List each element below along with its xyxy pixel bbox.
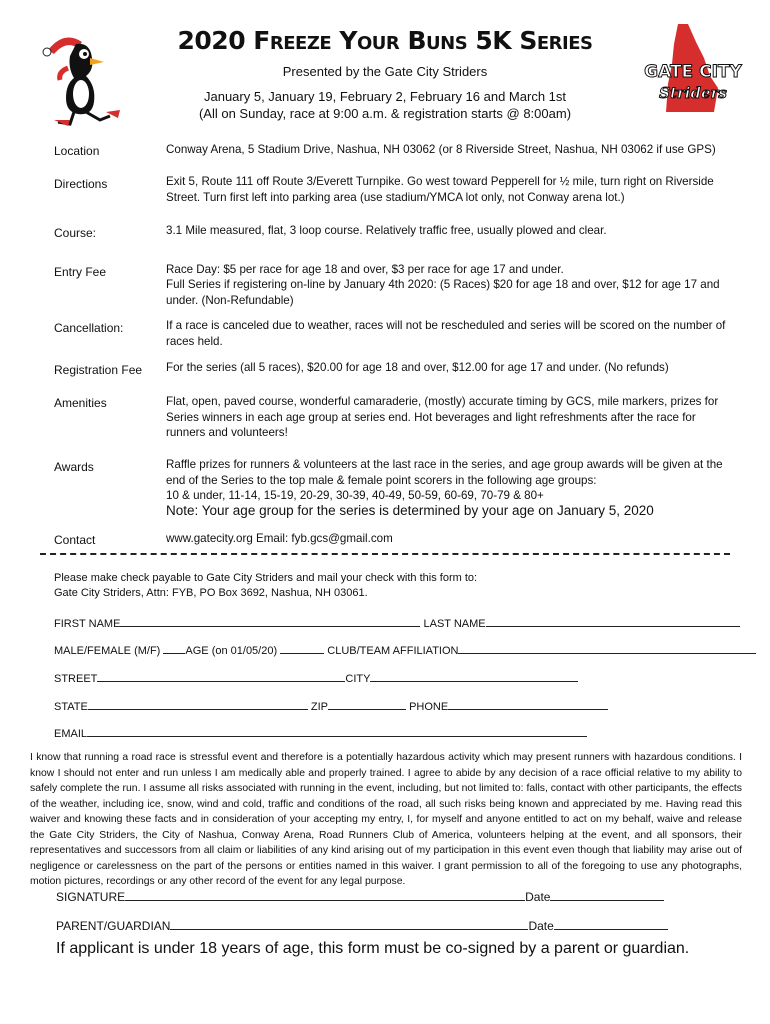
location-label: Location bbox=[54, 144, 100, 158]
city-field[interactable] bbox=[370, 670, 578, 682]
entry-fee-online: Full Series if registering on-line by January 4th 2020: (5 Races) $20 for age 18 and over, $12 for age 17 and under. (Non-Refundable) bbox=[166, 278, 720, 307]
race-times: (All on Sunday, race at 9:00 a.m. & registration starts @ 8:00am) bbox=[198, 106, 572, 121]
street-city-row bbox=[54, 670, 578, 685]
state-field[interactable] bbox=[88, 698, 308, 710]
contact-text: www.gatecity.org Email: fyb.gcs@gmail.com bbox=[166, 532, 393, 545]
email-row bbox=[54, 725, 587, 740]
signature-date-label: Date bbox=[525, 890, 551, 904]
presented-by: Presented by the Gate City Striders bbox=[282, 64, 488, 79]
zip-label: ZIP bbox=[310, 701, 329, 713]
mail-instructions: Please make check payable to Gate City Striders and mail your check with this form to: bbox=[54, 572, 478, 584]
club-field[interactable] bbox=[458, 642, 756, 654]
amenities-label: Amenities bbox=[54, 396, 107, 410]
directions-text: Exit 5, Route 111 off Route 3/Everett Turnpike. Go west toward Pepperell for ½ mile, turn right on Riverside Street. Turn first left into parking area (use stadium/YMCA lot only, not Conway arena lot.) bbox=[166, 175, 714, 204]
gender-field[interactable] bbox=[163, 642, 185, 654]
cancellation-label: Cancellation: bbox=[54, 321, 124, 335]
state-zip-phone-row bbox=[54, 698, 608, 713]
parent-signature-row bbox=[56, 918, 668, 933]
parent-date-label: Date bbox=[528, 919, 554, 933]
cosign-notice: If applicant is under 18 years of age, this form must be co-signed by a parent or guardian. bbox=[56, 940, 690, 957]
signature-label: SIGNATURE bbox=[56, 890, 126, 904]
first-name-label: FIRST NAME bbox=[54, 618, 121, 630]
signature-date-field[interactable] bbox=[550, 889, 664, 901]
race-dates: January 5, January 19, February 2, February 16 and March 1st bbox=[203, 89, 567, 104]
signature-row bbox=[56, 889, 664, 904]
cut-line-divider bbox=[40, 553, 730, 555]
directions-label: Directions bbox=[54, 177, 108, 191]
age-label: AGE (on 01/05/20) bbox=[185, 645, 278, 657]
parent-guardian-label: PARENT/GUARDIAN bbox=[56, 919, 171, 933]
zip-field[interactable] bbox=[328, 698, 406, 710]
age-note: Note: Your age group for the series is determined by your age on January 5, 2020 bbox=[166, 503, 654, 518]
waiver-text: I know that running a road race is stressful event and therefore is a potentially hazardous activity which may present runners with hazardous conditions. I know I should not enter and run unless I am medically able and properly trained. I agree to abide by any decision of a race official relative to my ability to safely complete the run. I assume all risks associated with running in the event, including, but not limited to: falls, contact with other participants, the effects of the weather, including ice, snow, wind and cold, traffic and conditions of the road, all such risks being known and appreciated by me. Having read this waiver and knowing these facts and in consideration of your accepting my entry, I, for myself and anyone entitled to act on my behalf, waive and release the Gate City Striders, the City of Nashua, Conway Arena, Road Runners Club of America, volunteers helping at the event, and all sponsors, their representatives and successors from all claim or liabilities of any kind arising out of my participation in this event even though that liability may arise out of negligence or carelessness on the part of the persons or entities named in this waiver. I grant permission to all of the foregoing to use any photographs, motion pictures, recordings or any other record of the event for any legal purpose. bbox=[30, 752, 742, 887]
street-label: STREET bbox=[54, 673, 98, 685]
course-text: 3.1 Mile measured, flat, 3 loop course. Relatively traffic free, usually plowed and clear. bbox=[166, 224, 607, 237]
last-name-field[interactable] bbox=[486, 615, 740, 627]
location-text: Conway Arena, 5 Stadium Drive, Nashua, NH 03062 (or 8 Riverside Street, Nashua, NH 03062 if use GPS) bbox=[166, 143, 716, 156]
logo-text-bottom: Striders bbox=[659, 84, 727, 102]
gender-age-club-row bbox=[54, 642, 756, 657]
page-title: 2020 Freeze Your Buns 5K Series bbox=[177, 26, 593, 55]
last-name-label: LAST NAME bbox=[423, 618, 486, 630]
amenities-text: Flat, open, paved course, wonderful camaraderie, (mostly) accurate timing by GCS, mile markers, prizes for Series winners in each age group at series end. Hot beverages and light refreshments after the race for runners and volunteers! bbox=[166, 395, 719, 439]
awards-text: Raffle prizes for runners & volunteers at the last race in the series, and age group awards will be given at the end of the Series to the top male & female point scorers in the following age groups: bbox=[166, 458, 723, 487]
gate-city-striders-logo bbox=[644, 24, 742, 114]
course-label: Course: bbox=[54, 226, 97, 240]
age-field[interactable] bbox=[280, 642, 324, 654]
street-field[interactable] bbox=[97, 670, 345, 682]
gender-label: MALE/FEMALE (M/F) bbox=[54, 645, 161, 657]
contact-label: Contact bbox=[54, 533, 96, 547]
mail-address: Gate City Striders, Attn: FYB, PO Box 3692, Nashua, NH 03061. bbox=[54, 587, 368, 599]
city-label: CITY bbox=[345, 673, 371, 685]
email-field[interactable] bbox=[87, 725, 587, 737]
cancellation-text: If a race is canceled due to weather, races will not be rescheduled and series will be scored on the number of races held. bbox=[166, 319, 726, 348]
parent-date-field[interactable] bbox=[554, 918, 668, 930]
awards-label: Awards bbox=[54, 460, 94, 474]
phone-field[interactable] bbox=[448, 698, 608, 710]
entry-fee-race-day: Race Day: $5 per race for age 18 and over, $3 per race for age 17 and under. bbox=[166, 263, 564, 276]
state-label: STATE bbox=[54, 701, 88, 713]
name-row bbox=[54, 615, 740, 630]
club-label: CLUB/TEAM AFFILIATION bbox=[327, 645, 459, 657]
registration-fee-text: For the series (all 5 races), $20.00 for age 18 and over, $12.00 for age 17 and under. (No refunds) bbox=[166, 361, 669, 374]
logo-text-top: GATE CITY bbox=[644, 62, 742, 82]
parent-guardian-field[interactable] bbox=[170, 918, 528, 930]
age-groups-text: 10 & under, 11-14, 15-19, 20-29, 30-39, 40-49, 50-59, 60-69, 70-79 & 80+ bbox=[166, 489, 544, 502]
signature-field[interactable] bbox=[125, 889, 525, 901]
entry-fee-label: Entry Fee bbox=[54, 265, 107, 279]
phone-label: PHONE bbox=[409, 701, 449, 713]
registration-fee-label: Registration Fee bbox=[54, 363, 143, 377]
first-name-field[interactable] bbox=[120, 615, 420, 627]
email-label: EMAIL bbox=[54, 728, 88, 740]
